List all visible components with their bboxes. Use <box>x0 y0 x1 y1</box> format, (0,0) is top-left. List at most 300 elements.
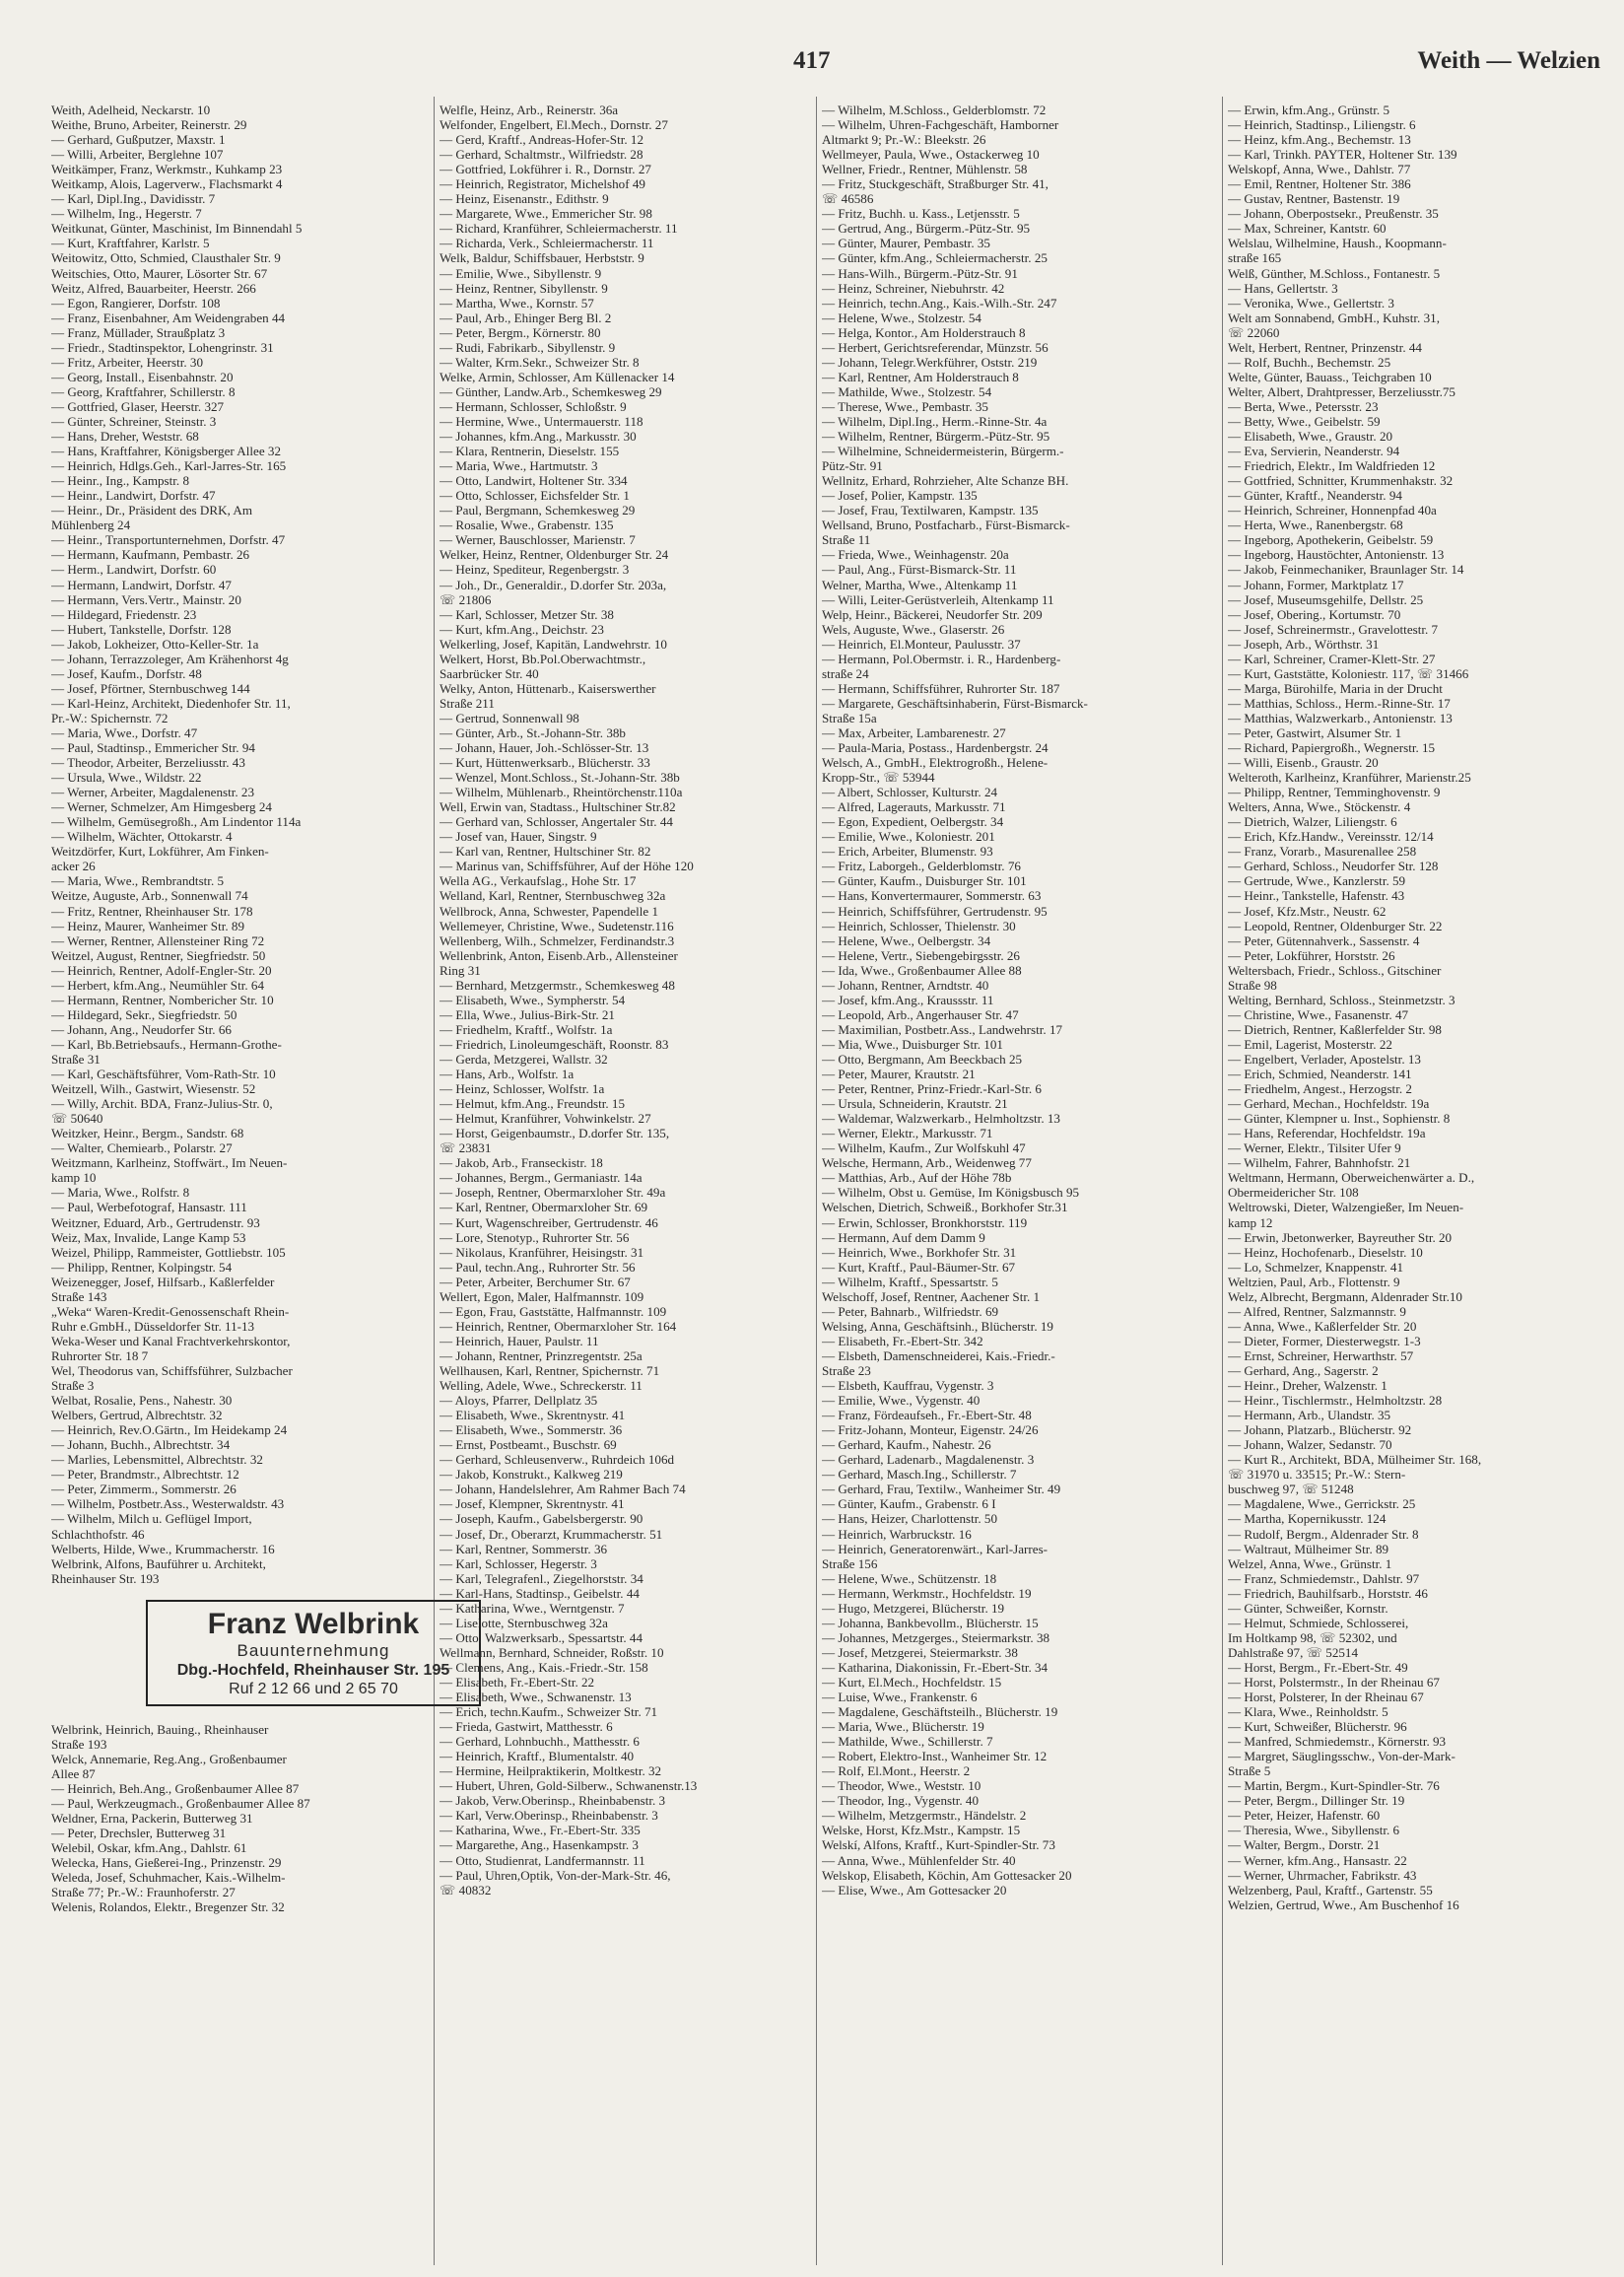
directory-entry: — Erich, Kfz.Handw., Vereinsstr. 12/14 <box>1228 829 1434 845</box>
directory-entry: — Friedrich, Bauhilfsarb., Horststr. 46 <box>1228 1585 1428 1601</box>
directory-entry: — Werner, Bauschlosser, Marienstr. 7 <box>440 532 636 548</box>
directory-entry: Welke, Armin, Schlosser, Am Küllenacker 14 <box>440 369 675 384</box>
directory-entry: Welsing, Anna, Geschäftsinh., Blücherstr. 19 <box>822 1318 1053 1334</box>
directory-entry: — Matthias, Schloss., Herm.-Rinne-Str. 17 <box>1228 695 1451 711</box>
directory-entry: — Heinz, Maurer, Wanheimer Str. 89 <box>51 918 244 933</box>
directory-entry: Straße 11 <box>822 532 871 548</box>
directory-entry: — Johann, Telegr.Werkführer, Oststr. 219 <box>822 354 1038 370</box>
directory-entry: — Gerhard, Lohnbuchh., Matthesstr. 6 <box>440 1734 640 1750</box>
directory-entry: — Kurt, Hüttenwerksarb., Blücherstr. 33 <box>440 755 650 771</box>
directory-entry: Weithe, Bruno, Arbeiter, Reinerstr. 29 <box>51 117 247 133</box>
directory-entry: Saarbrücker Str. 40 <box>440 665 539 681</box>
directory-entry: — Martha, Wwe., Kornstr. 57 <box>440 295 594 310</box>
directory-entry: — Frieda, Gastwirt, Matthesstr. 6 <box>440 1719 613 1735</box>
directory-entry: — Josef, Frau, Textilwaren, Kampstr. 135 <box>822 503 1039 518</box>
directory-entry: — Leopold, Rentner, Oldenburger Str. 22 <box>1228 918 1443 933</box>
directory-entry: — Werner, Rentner, Allensteiner Ring 72 <box>51 932 265 948</box>
directory-entry: — Hermann, Arb., Ulandstr. 35 <box>1228 1408 1391 1423</box>
directory-entry: Welecka, Hans, Gießerei-Ing., Prinzenstr. 29 <box>51 1855 282 1871</box>
directory-entry: Obermeidericher Str. 108 <box>1228 1185 1359 1201</box>
directory-entry: — Dietrich, Walzer, Liliengstr. 6 <box>1228 814 1397 830</box>
directory-entry: — Heinrich, Warbruckstr. 16 <box>822 1526 972 1542</box>
directory-entry: — Karl, Rentner, Obermarxloher Str. 69 <box>440 1200 648 1215</box>
directory-entry: — Hans, Kraftfahrer, Königsberger Allee 32 <box>51 444 282 459</box>
running-head: Weith — Welzien <box>1417 47 1600 74</box>
directory-entry: Welteroth, Karlheinz, Kranführer, Marienstr.25 <box>1228 770 1471 786</box>
directory-entry: Wellner, Friedr., Rentner, Mühlenstr. 58 <box>822 162 1028 177</box>
directory-entry: — Franz, Eisenbahner, Am Weidengraben 44 <box>51 310 286 325</box>
directory-entry: Weka-Weser und Kanal Frachtverkehrskontor, <box>51 1333 291 1348</box>
directory-entry: Welberts, Hilde, Wwe., Krummacherstr. 16 <box>51 1541 275 1556</box>
directory-entry: — Gertrude, Wwe., Kanzlerstr. 59 <box>1228 873 1406 889</box>
directory-entry: — Ursula, Schneiderin, Krautstr. 21 <box>822 1096 1008 1112</box>
directory-entry: — Karl, Dipl.Ing., Davidisstr. 7 <box>51 191 216 207</box>
directory-entry: — Richard, Kranführer, Schleiermacherstr. 11 <box>440 221 678 237</box>
directory-entry: — Heinz, Rentner, Sibyllenstr. 9 <box>440 280 608 296</box>
directory-entry: — Heinr., Transportunternehmen, Dorfstr. 47 <box>51 532 286 548</box>
directory-entry: — Ida, Wwe., Großenbaumer Allee 88 <box>822 962 1022 978</box>
directory-entry: — Paula-Maria, Postass., Hardenbergstr. 24 <box>822 740 1049 756</box>
directory-entry: — Waldemar, Walzwerkarb., Helmholtzstr. 13 <box>822 1111 1060 1127</box>
directory-entry: — Gerhard, Mechan., Hochfeldstr. 19a <box>1228 1096 1430 1112</box>
directory-entry: — Willi, Arbeiter, Berglehne 107 <box>51 147 224 163</box>
directory-entry: Straße 31 <box>51 1052 101 1067</box>
directory-entry: — Magdalene, Geschäftsteilh., Blücherstr. 19 <box>822 1704 1058 1720</box>
directory-entry: — Johann, Rentner, Prinzregentstr. 25a <box>440 1347 643 1363</box>
directory-entry: — Wilhelm, Ing., Hegerstr. 7 <box>51 206 202 222</box>
directory-entry: — Gertrud, Ang., Bürgerm.-Pütz-Str. 95 <box>822 221 1031 237</box>
directory-entry: — Günter, Kaufm., Duisburger Str. 101 <box>822 873 1027 889</box>
directory-entry: Welschoff, Josef, Rentner, Aachener Str. 1 <box>822 1288 1041 1304</box>
directory-entry: — Wilhelm, Obst u. Gemüse, Im Königsbusch 95 <box>822 1185 1080 1201</box>
directory-entry: — Elsbeth, Kauffrau, Vygenstr. 3 <box>822 1378 994 1394</box>
directory-entry: — Johannes, kfm.Ang., Markusstr. 30 <box>440 429 637 445</box>
directory-entry: — Wilhelmine, Schneidermeisterin, Bürgerm.- <box>822 444 1064 459</box>
directory-entry: Welsche, Hermann, Arb., Weidenweg 77 <box>822 1155 1032 1171</box>
directory-entry: — Maria, Wwe., Hartmutstr. 3 <box>440 458 598 474</box>
directory-entry: — Heinrich, Rentner, Adolf-Engler-Str. 20 <box>51 962 272 978</box>
directory-entry: — Kurt, El.Mech., Hochfeldstr. 15 <box>822 1674 1002 1690</box>
directory-entry: — Günter, Schweißer, Kornstr. <box>1228 1600 1388 1616</box>
directory-entry: — Heinr., Dr., Präsident des DRK, Am <box>51 503 253 518</box>
directory-entry: — Gerhard, Gußputzer, Maxstr. 1 <box>51 132 226 148</box>
directory-entry: — Therese, Wwe., Pembastr. 35 <box>822 398 988 414</box>
ad-phone: Ruf 2 12 66 und 2 65 70 <box>229 1680 398 1697</box>
directory-entry: — Katharina, Diakonissin, Fr.-Ebert-Str. 34 <box>822 1659 1049 1675</box>
directory-entry: Weitkamp, Alois, Lagerverw., Flachsmarkt 4 <box>51 176 283 192</box>
directory-entry: — Ernst, Schreiner, Herwarthstr. 57 <box>1228 1347 1414 1363</box>
directory-entry: — Gottfried, Lokführer i. R., Dornstr. 27 <box>440 162 651 177</box>
directory-entry: — Elisabeth, Wwe., Graustr. 20 <box>1228 429 1393 445</box>
directory-entry: — Hermann, Schiffsführer, Ruhrorter Str. 187 <box>822 680 1060 696</box>
directory-entry: — Matthias, Walzwerkarb., Antonienstr. 13 <box>1228 710 1453 725</box>
directory-entry: — Joseph, Rentner, Obermarxloher Str. 49a <box>440 1185 666 1201</box>
directory-entry: — Erwin, Schlosser, Bronkhorststr. 119 <box>822 1214 1028 1230</box>
directory-entry: — Johann, Buchh., Albrechtstr. 34 <box>51 1437 231 1453</box>
directory-entry: — Karl, Rentner, Am Holderstrauch 8 <box>822 369 1019 384</box>
directory-entry: Welp, Heinr., Bäckerei, Neudorfer Str. 209 <box>822 606 1043 622</box>
advertisement-box <box>146 1600 481 1706</box>
directory-entry: — Heinrich, Hauer, Paulstr. 11 <box>440 1333 599 1348</box>
directory-entry: — Peter, Maurer, Krautstr. 21 <box>822 1067 976 1082</box>
directory-entry: straße 24 <box>822 665 869 681</box>
directory-entry: — Peter, Bergm., Körnerstr. 80 <box>440 324 601 340</box>
directory-entry: — Günter, Kraftf., Neanderstr. 94 <box>1228 488 1402 504</box>
column-rule <box>1222 97 1223 2265</box>
directory-entry: — Hugo, Metzgerei, Blücherstr. 19 <box>822 1600 1005 1616</box>
directory-entry: — Werner, Arbeiter, Magdalenenstr. 23 <box>51 785 255 800</box>
directory-entry: Welzien, Gertrud, Wwe., Am Buschenhof 16 <box>1228 1897 1459 1912</box>
directory-entry: — Luise, Wwe., Frankenstr. 6 <box>822 1690 978 1705</box>
directory-entry: Ruhrorter Str. 18 7 <box>51 1347 149 1363</box>
directory-entry: — Heinrich, Registrator, Michelshof 49 <box>440 176 645 192</box>
directory-entry: — Willi, Eisenb., Graustr. 20 <box>1228 755 1379 771</box>
directory-entry: — Heinr., Dreher, Walzenstr. 1 <box>1228 1378 1387 1394</box>
directory-entry: — Herm., Landwirt, Dorfstr. 60 <box>51 562 217 578</box>
directory-entry: Weldner, Erna, Packerin, Butterweg 31 <box>51 1810 253 1826</box>
directory-entry: Weizenegger, Josef, Hilfsarb., Kaßlerfelder <box>51 1274 275 1289</box>
directory-entry: Welner, Martha, Wwe., Altenkamp 11 <box>822 577 1018 592</box>
directory-entry: — Josef, Obering., Kortumstr. 70 <box>1228 606 1401 622</box>
directory-entry: Weltersbach, Friedr., Schloss., Gitschiner <box>1228 962 1442 978</box>
directory-entry: — Heinz, Hochofenarb., Dieselstr. 10 <box>1228 1244 1423 1260</box>
directory-entry: — Franz, Vorarb., Masurenallee 258 <box>1228 844 1417 860</box>
directory-entry: — Heinr., Landwirt, Dorfstr. 47 <box>51 488 216 504</box>
directory-entry: — Klara, Rentnerin, Dieselstr. 155 <box>440 444 620 459</box>
directory-entry: — Hildegard, Sekr., Siegfriedstr. 50 <box>51 1006 237 1022</box>
directory-entry: — Josef, Klempner, Skrentnystr. 41 <box>440 1496 625 1512</box>
directory-entry: — Peter, Bergm., Dillinger Str. 19 <box>1228 1793 1405 1809</box>
directory-entry: — Heinr., Tankstelle, Hafenstr. 43 <box>1228 888 1405 904</box>
directory-entry: — Heinrich, Wwe., Borkhofer Str. 31 <box>822 1244 1017 1260</box>
directory-entry: — Paul, Ang., Fürst-Bismarck-Str. 11 <box>822 562 1017 578</box>
directory-entry: — Wilhelm, Rentner, Bürgerm.-Pütz-Str. 95 <box>822 429 1050 445</box>
directory-entry: straße 165 <box>1228 250 1282 266</box>
directory-entry: — Günter, kfm.Ang., Schleiermacherstr. 25 <box>822 250 1048 266</box>
directory-entry: — Wilhelm, Kraftf., Spessartstr. 5 <box>822 1274 998 1289</box>
directory-entry: — Hildegard, Friedenstr. 23 <box>51 606 197 622</box>
directory-entry: — Wenzel, Mont.Schloss., St.-Johann-Str. 38b <box>440 770 680 786</box>
directory-entry: Rheinhauser Str. 193 <box>51 1570 160 1586</box>
directory-entry: Welsch, A., GmbH., Elektrogroßh., Helene- <box>822 755 1049 771</box>
directory-entry: Weith, Adelheid, Neckarstr. 10 <box>51 103 211 117</box>
directory-entry: — Josef, Metzgerei, Steiermarkstr. 38 <box>822 1644 1018 1660</box>
directory-entry: Welck, Annemarie, Reg.Ang., Großenbaumer <box>51 1751 287 1766</box>
directory-entry: — Waltraut, Mülheimer Str. 89 <box>1228 1541 1389 1556</box>
directory-entry: — Johann, Walzer, Sedanstr. 70 <box>1228 1437 1392 1453</box>
directory-entry: — Kurt, Gaststätte, Koloniestr. 117, ☏ 31466 <box>1228 665 1469 681</box>
directory-entry: Welkerling, Josef, Kapitän, Landwehrstr. 10 <box>440 636 667 652</box>
directory-entry: — Heinz, Eisenanstr., Edithstr. 9 <box>440 191 609 207</box>
directory-entry: Straße 77; Pr.-W.: Fraunhoferstr. 27 <box>51 1885 236 1900</box>
page-header <box>0 47 1624 87</box>
directory-entry: — Heinz, Spediteur, Regenbergstr. 3 <box>440 562 630 578</box>
directory-entry: — Jakob, Lokheizer, Otto-Keller-Str. 1a <box>51 636 259 652</box>
directory-entry: — Margarete, Geschäftsinhaberin, Fürst-Bismarck- <box>822 695 1088 711</box>
directory-entry: Welzenberg, Paul, Kraftf., Gartenstr. 55 <box>1228 1882 1433 1898</box>
directory-entry: — Gerhard, Schleusenverw., Ruhrdeich 106d <box>440 1452 675 1468</box>
directory-entry: Weitzdörfer, Kurt, Lokführer, Am Finken- <box>51 844 269 860</box>
directory-entry: Wellemeyer, Christine, Wwe., Sudetenstr.116 <box>440 918 674 933</box>
directory-entry: — Erwin, Jbetonwerker, Bayreuther Str. 20 <box>1228 1229 1453 1245</box>
directory-entry: — Herbert, Gerichtsreferendar, Münzstr. 56 <box>822 339 1049 355</box>
directory-entry: Wella AG., Verkaufslag., Hohe Str. 17 <box>440 873 637 889</box>
directory-entry: — Heinrich, Hdlgs.Geh., Karl-Jarres-Str. 165 <box>51 458 287 474</box>
directory-entry: — Fritz, Arbeiter, Heerstr. 30 <box>51 354 204 370</box>
directory-entry: — Matthias, Arb., Auf der Höhe 78b <box>822 1170 1012 1186</box>
directory-entry: ☏ 22060 <box>1228 324 1280 340</box>
directory-entry: — Franz, Müllader, Straußplatz 3 <box>51 324 226 340</box>
directory-entry: — Magdalene, Wwe., Gerrickstr. 25 <box>1228 1496 1416 1512</box>
directory-entry: ☏ 40832 <box>440 1882 492 1898</box>
directory-entry: — Hans, Referendar, Hochfeldstr. 19a <box>1228 1126 1426 1141</box>
directory-entry: — Georg, Install., Eisenbahnstr. 20 <box>51 369 234 384</box>
directory-entry: Pr.-W.: Spichernstr. 72 <box>51 710 169 725</box>
directory-entry: — Karl-Hans, Stadtinsp., Geibelstr. 44 <box>440 1585 640 1601</box>
directory-entry: — Johann, Handelslehrer, Am Rahmer Bach 74 <box>440 1482 686 1497</box>
directory-entry: — Theresia, Wwe., Sibyllenstr. 6 <box>1228 1823 1400 1838</box>
directory-entry: — Heinz, Schlosser, Wolfstr. 1a <box>440 1081 605 1097</box>
directory-entry: — Heinrich, Schiffsführer, Gertrudenstr. 95 <box>822 903 1048 919</box>
directory-entry: — Alfred, Rentner, Salzmannstr. 9 <box>1228 1303 1406 1319</box>
directory-entry: — Berta, Wwe., Petersstr. 23 <box>1228 398 1379 414</box>
directory-entry: ☏ 50640 <box>51 1111 103 1127</box>
directory-entry: — Peter, Brandmstr., Albrechtstr. 12 <box>51 1467 239 1483</box>
directory-entry: Im Holtkamp 98, ☏ 52302, und <box>1228 1629 1397 1645</box>
directory-entry: — Heinrich, techn.Ang., Kais.-Wilh.-Str. 247 <box>822 295 1057 310</box>
directory-entry: — Johann, Platzarb., Blücherstr. 92 <box>1228 1422 1412 1438</box>
directory-entry: ☏ 23831 <box>440 1140 492 1156</box>
directory-entry: — Hermine, Wwe., Untermauerstr. 118 <box>440 413 643 429</box>
directory-entry: — Kurt, Wagenschreiber, Gertrudenstr. 46 <box>440 1214 658 1230</box>
directory-entry: Welz, Albrecht, Bergmann, Aldenrader Str.10 <box>1228 1288 1462 1304</box>
directory-entry: — Peter, Rentner, Prinz-Friedr.-Karl-Str. 6 <box>822 1081 1042 1097</box>
directory-entry: — Manfred, Schmiedemstr., Körnerstr. 93 <box>1228 1734 1447 1750</box>
directory-entry: — Erich, Schmied, Neanderstr. 141 <box>1228 1067 1412 1082</box>
directory-entry: Welskí, Alfons, Kraftf., Kurt-Spindler-Str. 73 <box>822 1837 1055 1853</box>
directory-entry: — Georg, Kraftfahrer, Schillerstr. 8 <box>51 383 236 399</box>
directory-entry: — Wilhelm, Mühlenarb., Rheintörchenstr.110a <box>440 785 683 800</box>
directory-entry: Weitkunat, Günter, Maschinist, Im Binnendahl 5 <box>51 221 303 237</box>
directory-entry: — Horst, Bergm., Fr.-Ebert-Str. 49 <box>1228 1659 1408 1675</box>
directory-entry: — Heinr., Ing., Kampstr. 8 <box>51 473 190 489</box>
directory-entry: — Gottfried, Schnitter, Krummenhakstr. 32 <box>1228 473 1454 489</box>
directory-entry: — Erwin, kfm.Ang., Grünstr. 5 <box>1228 103 1390 117</box>
directory-entry: — Johannes, Bergm., Germaniastr. 14a <box>440 1170 643 1186</box>
directory-entry: — Herta, Wwe., Ranenbergstr. 68 <box>1228 518 1403 533</box>
directory-entry: Mühlenberg 24 <box>51 518 131 533</box>
directory-entry: — Bernhard, Metzgermstr., Schemkesweg 48 <box>440 977 675 993</box>
directory-entry: — Liselotte, Sternbuschweg 32a <box>440 1615 608 1630</box>
directory-entry: Wels, Auguste, Wwe., Glaserstr. 26 <box>822 621 1005 637</box>
directory-entry: — Maria, Wwe., Rembrandtstr. 5 <box>51 873 225 889</box>
directory-entry: — Gustav, Rentner, Bastenstr. 19 <box>1228 191 1400 207</box>
directory-entry: — Elisabeth, Fr.-Ebert-Str. 22 <box>440 1674 595 1690</box>
directory-entry: — Fritz-Johann, Monteur, Eigenstr. 24/26 <box>822 1422 1039 1438</box>
directory-entry: — Willi, Leiter-Gerüstverleih, Altenkamp 11 <box>822 591 1054 607</box>
directory-entry: — Peter, Gütennahverk., Sassenstr. 4 <box>1228 932 1420 948</box>
directory-entry: — Helmut, Schmiede, Schlosserei, <box>1228 1615 1409 1630</box>
directory-entry: — Peter, Drechsler, Butterweg 31 <box>51 1826 227 1841</box>
directory-entry: — Wilhelm, Metzgermstr., Händelstr. 2 <box>822 1808 1027 1824</box>
directory-entry: — Karl, Schreiner, Cramer-Klett-Str. 27 <box>1228 651 1436 666</box>
directory-entry: — Dietrich, Rentner, Kaßlerfelder Str. 98 <box>1228 1021 1442 1037</box>
directory-entry: — Kurt, Kraftfahrer, Karlstr. 5 <box>51 236 210 251</box>
directory-entry: — Frieda, Wwe., Weinhagenstr. 20a <box>822 547 1009 563</box>
column-4 <box>1228 103 1614 1912</box>
directory-entry: Straße 15a <box>822 710 877 725</box>
directory-entry: — Wilhelm, Dipl.Ing., Herm.-Rinne-Str. 4a <box>822 413 1048 429</box>
column-rule <box>434 97 435 2265</box>
directory-entry: — Elisabeth, Wwe., Schwanenstr. 13 <box>440 1690 632 1705</box>
directory-entry: — Josef, Polier, Kampstr. 135 <box>822 488 978 504</box>
directory-entry: — Maria, Wwe., Rolfstr. 8 <box>51 1185 190 1201</box>
directory-entry: Weitowitz, Otto, Schmied, Clausthaler Str. 9 <box>51 250 281 266</box>
directory-entry: Weitzmann, Karlheinz, Stoffwärt., Im Neuen- <box>51 1155 288 1171</box>
directory-entry: — Hermann, Pol.Obermstr. i. R., Hardenberg- <box>822 651 1061 666</box>
directory-entry: — Elisabeth, Wwe., Sympherstr. 54 <box>440 992 626 1007</box>
directory-entry: — Ella, Wwe., Julius-Birk-Str. 21 <box>440 1006 615 1022</box>
directory-entry: — Josef, Pförtner, Sternbuschweg 144 <box>51 680 250 696</box>
directory-entry: — Fritz, Laborgeh., Gelderblomstr. 76 <box>822 859 1021 874</box>
directory-entry: — Martin, Bergm., Kurt-Spindler-Str. 76 <box>1228 1778 1440 1794</box>
directory-entry: — Johannes, Metzgerges., Steiermarkstr. 38 <box>822 1629 1050 1645</box>
ad-business: Bauunternehmung <box>237 1640 390 1660</box>
directory-entry: — Elisabeth, Fr.-Ebert-Str. 342 <box>822 1333 983 1348</box>
directory-entry: — Wilhelm, M.Schloss., Gelderblomstr. 72 <box>822 103 1047 117</box>
directory-entry: — Günter, Schreiner, Steinstr. 3 <box>51 413 217 429</box>
directory-entry: — Helga, Kontor., Am Holderstrauch 8 <box>822 324 1026 340</box>
directory-entry: Straße 143 <box>51 1288 107 1304</box>
directory-entry: — Erich, Arbeiter, Blumenstr. 93 <box>822 844 993 860</box>
directory-entry: — Egon, Rangierer, Dorfstr. 108 <box>51 295 221 310</box>
directory-entry: — Paul, Uhren,Optik, Von-der-Mark-Str. 46, <box>440 1867 671 1883</box>
directory-entry: — Anna, Wwe., Kaßlerfelder Str. 20 <box>1228 1318 1417 1334</box>
directory-entry: — Martha, Kopernikusstr. 124 <box>1228 1511 1387 1527</box>
directory-entry: Weizel, Philipp, Rammeister, Gottliebstr. 105 <box>51 1244 286 1260</box>
directory-entry: — Kurt R., Architekt, BDA, Mülheimer Str. 168, <box>1228 1452 1482 1468</box>
directory-entry: — Maria, Wwe., Dorfstr. 47 <box>51 724 198 740</box>
directory-entry: Welebil, Oskar, kfm.Ang., Dahlstr. 61 <box>51 1840 247 1856</box>
directory-entry: — Paul, Werkzeugmach., Großenbaumer Allee 87 <box>51 1795 310 1811</box>
directory-entry: — Gerhard, Ladenarb., Magdalenenstr. 3 <box>822 1452 1035 1468</box>
directory-entry: — Karl, Geschäftsführer, Vom-Rath-Str. 10 <box>51 1067 276 1082</box>
directory-entry: — Horst, Polstermstr., In der Rheinau 67 <box>1228 1674 1440 1690</box>
directory-entry: — Betty, Wwe., Geibelstr. 59 <box>1228 413 1381 429</box>
directory-entry: — Franz, Schmiedemstr., Dahlstr. 97 <box>1228 1570 1420 1586</box>
directory-entry: — Theodor, Wwe., Weststr. 10 <box>822 1778 981 1794</box>
directory-entry: Welk, Baldur, Schiffsbauer, Herbststr. 9 <box>440 250 644 266</box>
directory-entry: — Emil, Lagerist, Mosterstr. 22 <box>1228 1036 1392 1052</box>
directory-entry: — Hermann, Rentner, Nombericher Str. 10 <box>51 992 274 1007</box>
directory-entry: Straße 98 <box>1228 977 1277 993</box>
directory-entry: — Philipp, Rentner, Kolpingstr. 54 <box>51 1259 233 1275</box>
directory-entry: — Dieter, Former, Diesterwegstr. 1-3 <box>1228 1333 1421 1348</box>
directory-entry: — Emilie, Wwe., Vygenstr. 40 <box>822 1393 981 1409</box>
directory-entry: — Leopold, Arb., Angerhauser Str. 47 <box>822 1006 1019 1022</box>
page-number: 417 <box>793 47 831 74</box>
directory-entry: Weltmann, Hermann, Oberweichenwärter a. D., <box>1228 1170 1475 1186</box>
directory-entry: — Heinz, Schreiner, Niebuhrstr. 42 <box>822 280 1005 296</box>
directory-entry: — Johann, Terrazzoleger, Am Krähenhorst 4g <box>51 651 289 666</box>
directory-entry: Welschen, Dietrich, Schweiß., Borkhofer Str.31 <box>822 1200 1068 1215</box>
directory-entry: — Paul, Stadtinsp., Emmericher Str. 94 <box>51 740 255 756</box>
directory-entry: — Ursula, Wwe., Wildstr. 22 <box>51 770 202 786</box>
directory-entry: — Werner, kfm.Ang., Hansastr. 22 <box>1228 1852 1407 1868</box>
directory-entry: — Heinr., Tischlermstr., Helmholtzstr. 28 <box>1228 1393 1443 1409</box>
directory-entry: acker 26 <box>51 859 96 874</box>
directory-entry: Welt, Herbert, Rentner, Prinzenstr. 44 <box>1228 339 1422 355</box>
directory-entry: — Erich, techn.Kaufm., Schweizer Str. 71 <box>440 1704 658 1720</box>
directory-entry: — Günter, Maurer, Pembastr. 35 <box>822 236 990 251</box>
directory-entry: — Karl, Verw.Oberinsp., Rheinbabenstr. 3 <box>440 1808 658 1824</box>
directory-entry: — Paul, Arb., Ehinger Berg Bl. 2 <box>440 310 612 325</box>
directory-entry: — Walter, Krm.Sekr., Schweizer Str. 8 <box>440 354 640 370</box>
directory-entry: — Günter, Kaufm., Grabenstr. 6 I <box>822 1496 996 1512</box>
directory-entry: — Peter, Heizer, Hafenstr. 60 <box>1228 1808 1381 1824</box>
directory-entry: — Paul, Werbefotograf, Hansastr. 111 <box>51 1200 247 1215</box>
directory-entry: — Karl-Heinz, Architekt, Diedenhofer Str. 11, <box>51 695 291 711</box>
directory-entry: Weitze, Auguste, Arb., Sonnenwall 74 <box>51 888 248 904</box>
directory-entry: „Weka“ Waren-Kredit-Genossenschaft Rhein- <box>51 1303 290 1319</box>
directory-entry: Welß, Günther, M.Schloss., Fontanestr. 5 <box>1228 265 1441 281</box>
directory-entry: — Josef, Kaufm., Dorfstr. 48 <box>51 665 202 681</box>
directory-entry: — Egon, Expedient, Oelbergstr. 34 <box>822 814 1004 830</box>
directory-entry: Allee 87 <box>51 1765 96 1781</box>
directory-entry: — Hermann, Werkmstr., Hochfeldstr. 19 <box>822 1585 1032 1601</box>
directory-entry: — Hermann, Auf dem Damm 9 <box>822 1229 985 1245</box>
directory-entry: — Kurt, Schweißer, Blücherstr. 96 <box>1228 1719 1407 1735</box>
directory-entry: — Johann, Oberpostsekr., Preußenstr. 35 <box>1228 206 1439 222</box>
directory-entry: — Marinus van, Schiffsführer, Auf der Höhe 120 <box>440 859 694 874</box>
directory-entry: — Franz, Fördeaufseh., Fr.-Ebert-Str. 48 <box>822 1408 1032 1423</box>
directory-entry: — Hermann, Landwirt, Dorfstr. 47 <box>51 577 232 592</box>
directory-entry: — Mathilde, Wwe., Stolzestr. 54 <box>822 383 992 399</box>
directory-entry: Weitz, Alfred, Bauarbeiter, Heerstr. 266 <box>51 280 256 296</box>
directory-entry: Welkert, Horst, Bb.Pol.Oberwachtmstr., <box>440 651 646 666</box>
directory-entry: — Theodor, Ing., Vygenstr. 40 <box>822 1793 980 1809</box>
directory-entry: — Peter, Bahnarb., Wilfriedstr. 69 <box>822 1303 999 1319</box>
directory-entry: — Ernst, Postbeamt., Buschstr. 69 <box>440 1437 617 1453</box>
directory-entry: Weleda, Josef, Schuhmacher, Kais.-Wilhelm- <box>51 1870 286 1886</box>
directory-entry: — Karl van, Rentner, Hultschiner Str. 82 <box>440 844 651 860</box>
directory-entry: — Wilhelm, Gemüsegroßh., Am Lindentor 114a <box>51 814 302 830</box>
directory-entry: — Gerhard, Ang., Sagerstr. 2 <box>1228 1362 1379 1378</box>
directory-entry: Welte, Günter, Bauass., Teichgraben 10 <box>1228 369 1432 384</box>
directory-entry: — Rolf, Buchh., Bechemstr. 25 <box>1228 354 1391 370</box>
directory-entry: — Rudolf, Bergm., Aldenrader Str. 8 <box>1228 1526 1419 1542</box>
directory-entry: — Horst, Geigenbaumstr., D.dorfer Str. 135, <box>440 1126 670 1141</box>
directory-entry: — Helene, Wwe., Stolzestr. 54 <box>822 310 981 325</box>
directory-entry: — Katharina, Wwe., Fr.-Ebert-Str. 335 <box>440 1823 641 1838</box>
directory-entry: — Marlies, Lebensmittel, Albrechtstr. 32 <box>51 1452 263 1468</box>
directory-entry: — Gerhard, Masch.Ing., Schillerstr. 7 <box>822 1467 1017 1483</box>
directory-entry: — Hans, Gellertstr. 3 <box>1228 280 1338 296</box>
directory-entry: — Otto, Walzwerksarb., Spessartstr. 44 <box>440 1629 643 1645</box>
directory-entry: — Aloys, Pfarrer, Dellplatz 35 <box>440 1393 598 1409</box>
directory-entry: — Wilhelm, Wächter, Ottokarstr. 4 <box>51 829 233 845</box>
directory-entry: ☏ 46586 <box>822 191 874 207</box>
directory-entry: Welfonder, Engelbert, El.Mech., Dornstr. 27 <box>440 117 668 133</box>
directory-entry: — Wilhelm, Milch u. Geflügel Import, <box>51 1511 252 1527</box>
directory-entry: — Friedr., Stadtinspektor, Lohengrinstr. 31 <box>51 339 274 355</box>
directory-entry: — Rudi, Fabrikarb., Sibyllenstr. 9 <box>440 339 616 355</box>
directory-entry: — Gerda, Metzgerei, Wallstr. 32 <box>440 1052 608 1067</box>
directory-entry: — Hermine, Heilpraktikerin, Moltkestr. 32 <box>440 1763 662 1779</box>
directory-entry: — Hermann, Schlosser, Schloßstr. 9 <box>440 398 627 414</box>
directory-entry: Weitzker, Heinr., Bergm., Sandstr. 68 <box>51 1126 244 1141</box>
directory-entry: Welter, Albert, Drahtpresser, Berzeliusstr.75 <box>1228 383 1455 399</box>
